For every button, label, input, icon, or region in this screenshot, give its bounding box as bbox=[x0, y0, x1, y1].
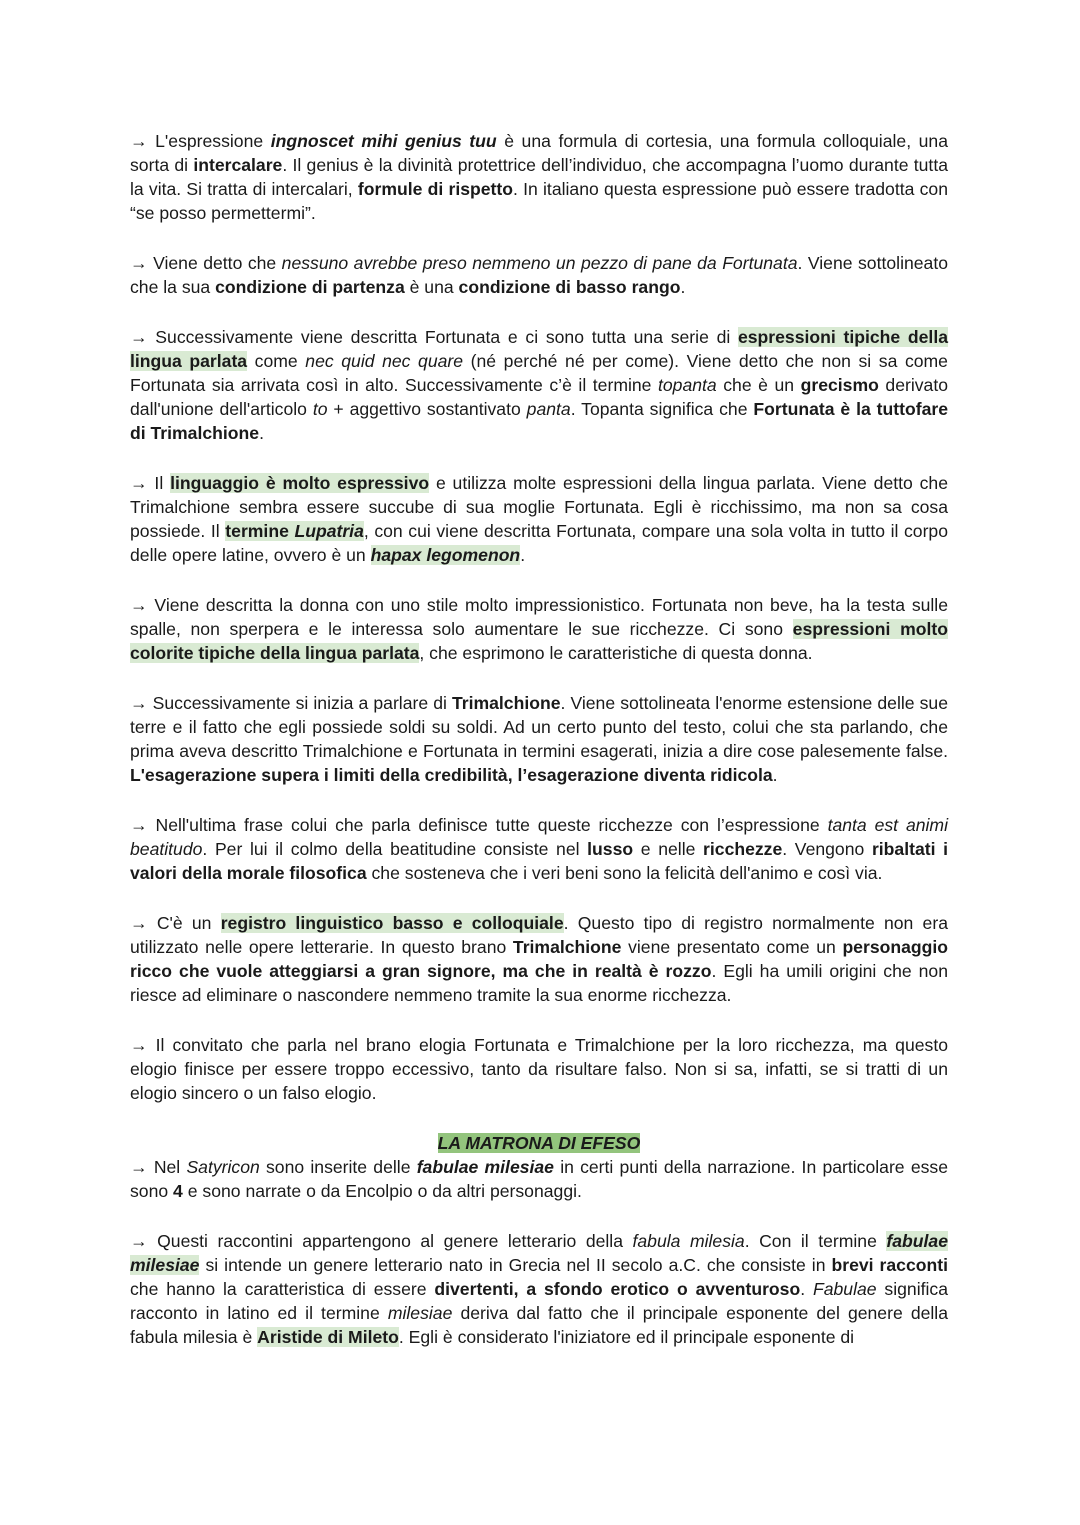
text-segment: è una formula di cortesia, una formula colloquiale, una sorta di bbox=[130, 131, 948, 175]
text-segment: deriva dal fatto che il principale esponente del genere della fabula milesia è bbox=[130, 1303, 948, 1347]
text-segment: si intende un genere letterario nato in Grecia nel II secolo a.C. che consiste in bbox=[199, 1255, 832, 1275]
text-segment: + aggettivo sostantivato bbox=[327, 399, 527, 419]
text-segment: nec quid nec quare bbox=[305, 351, 464, 371]
text-segment: termine bbox=[225, 521, 295, 541]
text-segment: . Per lui il colmo della beatitudine consiste nel bbox=[202, 839, 588, 859]
text-segment: grecismo bbox=[800, 375, 879, 395]
text-segment: ribaltati i valori della morale filosofica bbox=[130, 839, 949, 883]
text-segment: → Nel bbox=[130, 1157, 187, 1177]
text-segment: fabulae milesiae bbox=[416, 1157, 554, 1177]
notes-section bbox=[130, 129, 948, 1105]
text-segment: . bbox=[680, 277, 686, 297]
text-segment: , che esprimono le caratteristiche di questa donna. bbox=[419, 643, 813, 663]
text-segment: in certi punti della narrazione. In particolare esse sono bbox=[130, 1157, 948, 1201]
document-page bbox=[130, 129, 948, 1375]
text-segment: e sono narrate o da Encolpio o da altri personaggi. bbox=[182, 1181, 582, 1201]
text-segment: condizione di basso rango bbox=[458, 277, 681, 297]
text-segment: → Questi raccontini appartengono al genere letterario della bbox=[130, 1231, 633, 1251]
text-segment: . Con il termine bbox=[744, 1231, 887, 1251]
paragraph-p1 bbox=[130, 129, 948, 225]
text-segment: fabulae milesiae bbox=[130, 1231, 948, 1275]
text-segment: panta bbox=[526, 399, 571, 419]
paragraph-p3 bbox=[130, 325, 948, 445]
text-segment: e nelle bbox=[633, 839, 704, 859]
text-segment: . Egli è considerato l'iniziatore ed il principale esponente di bbox=[398, 1327, 855, 1347]
text-segment: topanta bbox=[658, 375, 717, 395]
text-segment: , con cui viene descritta Fortunata, compare una sola volta in tutto il corpo delle opere latine, ovvero è un bbox=[130, 521, 948, 565]
paragraph-p5 bbox=[130, 593, 948, 665]
paragraph-s2 bbox=[130, 1229, 948, 1349]
text-segment: derivato dall'unione dell'articolo bbox=[130, 375, 948, 419]
text-segment: → Viene descritta la donna con uno stile molto impressionistico. Fortunata non beve, ha la testa sulle spalle, non sperpera e le interessa solo aumentare le sue ricchezze. Ci sono bbox=[130, 595, 948, 639]
text-segment: . Questo tipo di registro normalmente non era utilizzato nelle opere letterarie. In questo brano bbox=[130, 913, 948, 957]
text-segment: . Egli ha umili origini che non riesce ad eliminare o nascondere nemmeno tramite la sua enorme ricchezza. bbox=[130, 961, 949, 1005]
text-segment: . bbox=[800, 1279, 813, 1299]
text-segment: . bbox=[772, 765, 778, 785]
text-segment: milesiae bbox=[387, 1303, 453, 1323]
text-segment: 4 bbox=[173, 1181, 183, 1201]
text-segment: espressioni molto colorite tipiche della lingua parlata bbox=[130, 619, 948, 663]
text-segment: che sosteneva che i veri beni sono la felicità dell'animo e così via. bbox=[366, 863, 883, 883]
text-segment: è una bbox=[404, 277, 459, 297]
text-segment: fabula milesia bbox=[632, 1231, 745, 1251]
text-segment: → C'è un bbox=[130, 913, 221, 933]
text-segment: . Il genius è la divinità protettrice dell’individuo, che accompagna l’uomo durante tutta la vita. Si tratta di intercalari, bbox=[130, 155, 948, 199]
text-segment: nessuno avrebbe preso nemmeno un pezzo di pane da Fortunata bbox=[281, 253, 798, 273]
text-segment: Fortunata è la tuttofare di Trimalchione bbox=[130, 399, 948, 443]
text-segment: lusso bbox=[587, 839, 634, 859]
text-segment: Trimalchione bbox=[451, 693, 561, 713]
text-segment: Lupatria bbox=[294, 521, 364, 541]
text-segment: linguaggio è molto espressivo bbox=[170, 473, 430, 493]
text-segment: . In italiano questa espressione può essere tradotta con “se posso permettermi”. bbox=[130, 179, 948, 223]
text-segment: . Viene sottolineato che la sua bbox=[130, 253, 949, 297]
text-segment: → Successivamente viene descritta Fortunata e ci sono tutta una serie di bbox=[130, 327, 738, 347]
text-segment: intercalare bbox=[193, 155, 283, 175]
text-segment: espressioni tipiche della lingua parlata bbox=[130, 327, 948, 371]
text-segment: significa racconto in latino ed il termine bbox=[130, 1279, 948, 1323]
text-segment: Trimalchione bbox=[512, 937, 622, 957]
paragraph-p9 bbox=[130, 1033, 948, 1105]
text-segment: → Viene detto che bbox=[130, 253, 282, 273]
text-segment: hapax legomenon bbox=[370, 545, 521, 565]
text-segment: to bbox=[312, 399, 328, 419]
text-segment: e utilizza molte espressioni della lingua parlata. Viene detto che Trimalchione sembra essere succube di sua moglie Fortunata. Egli è ricchissimo, ma non sa cosa possiede. Il bbox=[130, 473, 949, 541]
text-segment: Fabulae bbox=[812, 1279, 877, 1299]
paragraph-p2 bbox=[130, 251, 948, 299]
text-segment: tanta est animi beatitudo bbox=[130, 815, 948, 859]
text-segment: formule di rispetto bbox=[357, 179, 514, 199]
text-segment: ricchezze bbox=[703, 839, 783, 859]
section-heading bbox=[130, 1131, 948, 1155]
text-segment: registro linguistico basso e colloquiale bbox=[220, 913, 564, 933]
text-segment: che hanno la caratteristica di essere bbox=[130, 1279, 435, 1299]
paragraph-s1 bbox=[130, 1155, 948, 1203]
text-segment: . Viene sottolineata l'enorme estensione delle sue terre e il fatto che egli possiede soldi su soldi. Ad un certo punto del testo, colui che sta parlando, che prima aveva descritto Trimalchione e Fortunata in termini esagerati, inizia a dire cose palesemente false. bbox=[130, 693, 948, 761]
text-segment: . Topanta significa che bbox=[570, 399, 754, 419]
text-segment: → Nell'ultima frase colui che parla definisce tutte queste ricchezze con l’espressione bbox=[130, 815, 828, 835]
text-segment: Satyricon bbox=[186, 1157, 260, 1177]
text-segment: divertenti, a sfondo erotico o avventuroso bbox=[434, 1279, 801, 1299]
paragraph-p8 bbox=[130, 911, 948, 1007]
paragraph-p4 bbox=[130, 471, 948, 567]
text-segment: → L'espressione bbox=[130, 131, 271, 151]
text-segment: viene presentato come un bbox=[621, 937, 843, 957]
text-segment: → Il convitato che parla nel brano elogia Fortunata e Trimalchione per la loro ricchezza, ma questo elogio finisce per essere troppo eccessivo, tanto da risultare falso. Non si sa, infatti, se si tratti di un elogio sincero o un falso elogio. bbox=[130, 1035, 948, 1103]
section-title: LA MATRONA DI EFESO bbox=[437, 1133, 641, 1153]
text-segment: brevi racconti bbox=[831, 1255, 948, 1275]
paragraph-p6 bbox=[130, 691, 948, 787]
text-segment: condizione di partenza bbox=[215, 277, 405, 297]
section-body bbox=[130, 1155, 948, 1349]
text-segment: → Successivamente si inizia a parlare di bbox=[130, 693, 452, 713]
text-segment: sono inserite delle bbox=[259, 1157, 417, 1177]
text-segment: . bbox=[259, 423, 264, 443]
text-segment: L'esagerazione supera i limiti della credibilità, l’esagerazione diventa ridicola bbox=[130, 765, 773, 785]
text-segment: come bbox=[247, 351, 306, 371]
paragraph-p7 bbox=[130, 813, 948, 885]
text-segment: che è un bbox=[716, 375, 801, 395]
text-segment: . bbox=[520, 545, 526, 565]
text-segment: → Il bbox=[130, 473, 171, 493]
text-segment: (né perché né per come). Viene detto che non si sa come Fortunata sia arrivata così in alto. Successivamente c’è il termine bbox=[130, 351, 948, 395]
text-segment: ingnoscet mihi genius tuu bbox=[270, 131, 497, 151]
text-segment: Aristide di Mileto bbox=[257, 1327, 399, 1347]
text-segment: personaggio ricco che vuole atteggiarsi a gran signore, ma che in realtà è rozzo bbox=[130, 937, 949, 981]
text-segment: . Vengono bbox=[782, 839, 872, 859]
